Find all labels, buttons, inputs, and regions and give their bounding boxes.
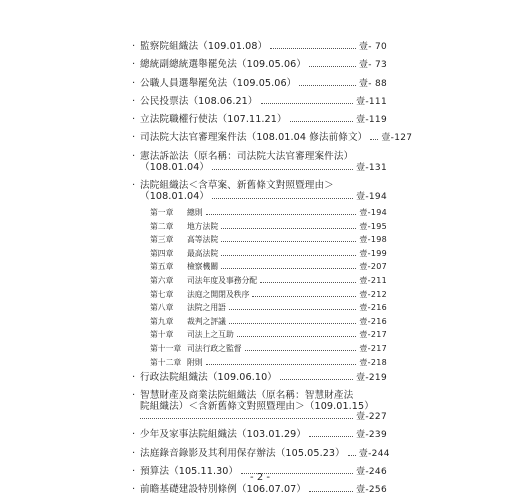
chapter-entry[interactable] [132, 330, 387, 339]
dot-leader [261, 102, 353, 104]
dot-leader [229, 308, 356, 310]
chapter-page: 壹-217 [359, 344, 387, 354]
chapter-entry[interactable] [132, 235, 387, 244]
bullet: ‧ [132, 59, 136, 71]
dot-leader [348, 454, 356, 456]
chapter-page: 壹-194 [359, 208, 387, 218]
bullet: ‧ [132, 150, 136, 162]
bullet: ‧ [132, 132, 136, 144]
chapter-page: 壹-212 [359, 289, 387, 299]
entry-title: 監察院組織法（109.01.08） [140, 41, 268, 52]
chapter-number: 第六章 [150, 276, 174, 286]
toc-entry-multiline[interactable] [132, 151, 387, 174]
toc-entry[interactable] [132, 372, 387, 384]
chapter-entry[interactable] [132, 208, 387, 217]
chapter-number: 第七章 [150, 289, 174, 299]
bullet: ‧ [132, 389, 136, 401]
chapter-title: 司法年度及事務分配 [187, 276, 258, 286]
chapter-page: 壹-198 [359, 235, 387, 245]
chapter-entry[interactable] [132, 358, 387, 367]
toc-entry[interactable] [132, 429, 387, 441]
dot-leader [245, 349, 357, 351]
chapter-page: 壹-211 [359, 276, 387, 286]
entry-page: 壹- 73 [358, 60, 387, 71]
chapter-page: 壹-195 [359, 221, 387, 231]
chapter-number: 第三章 [150, 235, 174, 245]
entry-title: 前瞻基礎建設特別條例（106.07.07） [140, 484, 307, 496]
bullet: ‧ [132, 95, 136, 107]
entry-page: 壹-219 [356, 372, 387, 383]
toc-entry[interactable] [132, 59, 387, 71]
bullet: ‧ [132, 114, 136, 126]
toc-entry[interactable] [132, 447, 390, 460]
dot-leader [370, 138, 378, 140]
entry-title-continued: （108.01.04） [140, 161, 210, 173]
table-of-contents [132, 41, 413, 502]
chapter-number: 第二章 [150, 221, 174, 231]
chapter-page: 壹-217 [359, 330, 387, 340]
toc-entry[interactable] [132, 96, 387, 108]
dot-leader [252, 295, 356, 297]
dot-leader [260, 281, 356, 283]
entry-title: 少年及家事法院組織法（103.01.29） [140, 429, 307, 441]
entry-title: 公民投票法（108.06.21） [140, 95, 258, 107]
chapter-number: 第四章 [150, 248, 174, 258]
chapter-title: 最高法院 [187, 248, 219, 258]
entry-page: 壹-111 [356, 96, 387, 107]
chapter-title: 檢察機關 [187, 262, 219, 272]
dot-leader [270, 47, 356, 49]
chapter-page: 壹-199 [359, 248, 387, 258]
toc-entry[interactable] [132, 484, 387, 496]
entry-page: 壹-239 [356, 430, 387, 441]
toc-entry[interactable] [132, 41, 387, 53]
chapter-title: 高等法院 [187, 235, 219, 245]
chapter-entry[interactable] [132, 290, 387, 299]
entry-title: 法庭錄音錄影及其利用保存辦法（105.05.23） [140, 447, 345, 459]
entry-title: 總統副總統選舉罷免法（109.05.06） [140, 59, 307, 71]
toc-entry[interactable] [132, 78, 387, 90]
bullet: ‧ [132, 429, 136, 441]
chapter-page: 壹-216 [359, 316, 387, 326]
bullet: ‧ [132, 77, 136, 89]
bullet: ‧ [132, 465, 136, 477]
bullet: ‧ [132, 484, 136, 496]
chapter-number: 第一章 [150, 208, 174, 218]
entry-title-continued: （108.01.04） [140, 191, 210, 203]
toc-entry[interactable] [132, 132, 413, 144]
bullet: ‧ [132, 41, 136, 52]
chapter-page: 壹-207 [359, 262, 387, 272]
chapter-title: 附則 [187, 357, 203, 367]
entry-title: 司法院大法官審理案件法（108.01.04 修法前條文） [140, 132, 368, 144]
chapter-title: 總則 [187, 208, 203, 218]
chapter-entry[interactable] [132, 222, 387, 231]
dot-leader [221, 227, 356, 229]
bullet: ‧ [132, 371, 136, 383]
dot-leader [140, 417, 353, 419]
toc-entry-multiline[interactable] [132, 390, 387, 423]
chapter-number: 第九章 [150, 316, 174, 326]
dot-leader [212, 197, 353, 199]
chapter-page: 壹-216 [359, 303, 387, 313]
dot-leader [290, 120, 353, 122]
chapter-title: 地方法院 [187, 221, 219, 231]
chapter-entry[interactable] [132, 303, 387, 312]
dot-leader [299, 84, 356, 86]
bullet: ‧ [132, 180, 136, 192]
entry-title: 智慧財產及商業法院組織法（原名稱：智慧財產法 [140, 389, 354, 401]
chapter-number: 第八章 [150, 303, 174, 313]
dot-leader [206, 363, 357, 365]
entry-page: 壹- 88 [358, 78, 387, 89]
chapter-number: 第五章 [150, 262, 174, 272]
entry-page: 壹-119 [356, 115, 387, 126]
dot-leader [221, 254, 356, 256]
chapter-title: 司法上之互助 [187, 330, 234, 340]
dot-leader [309, 490, 353, 492]
chapter-number: 第十章 [150, 330, 174, 340]
entry-page: 壹-194 [356, 192, 387, 203]
entry-page: 壹-127 [381, 133, 413, 144]
bullet: ‧ [132, 447, 136, 459]
dot-leader [309, 435, 353, 437]
chapter-entry[interactable] [132, 262, 387, 271]
dot-leader [206, 213, 357, 215]
chapter-entry[interactable] [132, 317, 387, 326]
entry-title: 公職人員選舉罷免法（109.05.06） [140, 77, 297, 89]
chapter-title: 裁判之評議 [187, 316, 226, 326]
dot-leader [280, 378, 353, 380]
chapter-entry[interactable] [132, 344, 387, 353]
chapter-title: 司法行政之監督 [187, 344, 242, 354]
entry-page: 壹-131 [356, 162, 387, 173]
entry-page: 壹-244 [358, 448, 390, 459]
chapter-page: 壹-218 [359, 357, 387, 367]
dot-leader [229, 322, 356, 324]
entry-title: 預算法（105.11.30） [140, 465, 239, 477]
dot-leader [221, 240, 356, 242]
dot-leader [237, 335, 357, 337]
chapter-number: 第十一章 [150, 344, 182, 354]
chapter-entry[interactable] [132, 249, 387, 258]
toc-entry[interactable] [132, 114, 387, 126]
entry-page: 壹- 70 [358, 42, 387, 52]
chapter-number: 第十二章 [150, 357, 182, 367]
entry-page: 壹-227 [356, 411, 387, 422]
entry-title: 行政法院組織法（109.06.10） [140, 371, 277, 383]
page-number: - 2 - [250, 472, 270, 483]
entry-title: 立法院職權行使法（107.11.21） [140, 114, 287, 126]
entry-page: 壹-256 [356, 485, 387, 496]
entry-title: 憲法訴訟法（原名稱：司法院大法官審理案件法） [140, 150, 354, 162]
entry-page: 壹-246 [356, 466, 387, 477]
entry-title-continued: 院組織法）＜含新舊條文對照暨理由＞（109.01.15） [140, 400, 374, 412]
dot-leader [212, 168, 353, 170]
entry-title: 法院組織法＜含草案、新舊條文對照暨理由＞ [140, 180, 334, 192]
dot-leader [221, 267, 356, 269]
toc-entry-multiline[interactable] [132, 180, 387, 203]
chapter-title: 法庭之開閉及秩序 [187, 289, 250, 299]
chapter-title: 法院之用語 [187, 303, 226, 313]
dot-leader [309, 65, 356, 67]
chapter-entry[interactable] [132, 276, 387, 285]
